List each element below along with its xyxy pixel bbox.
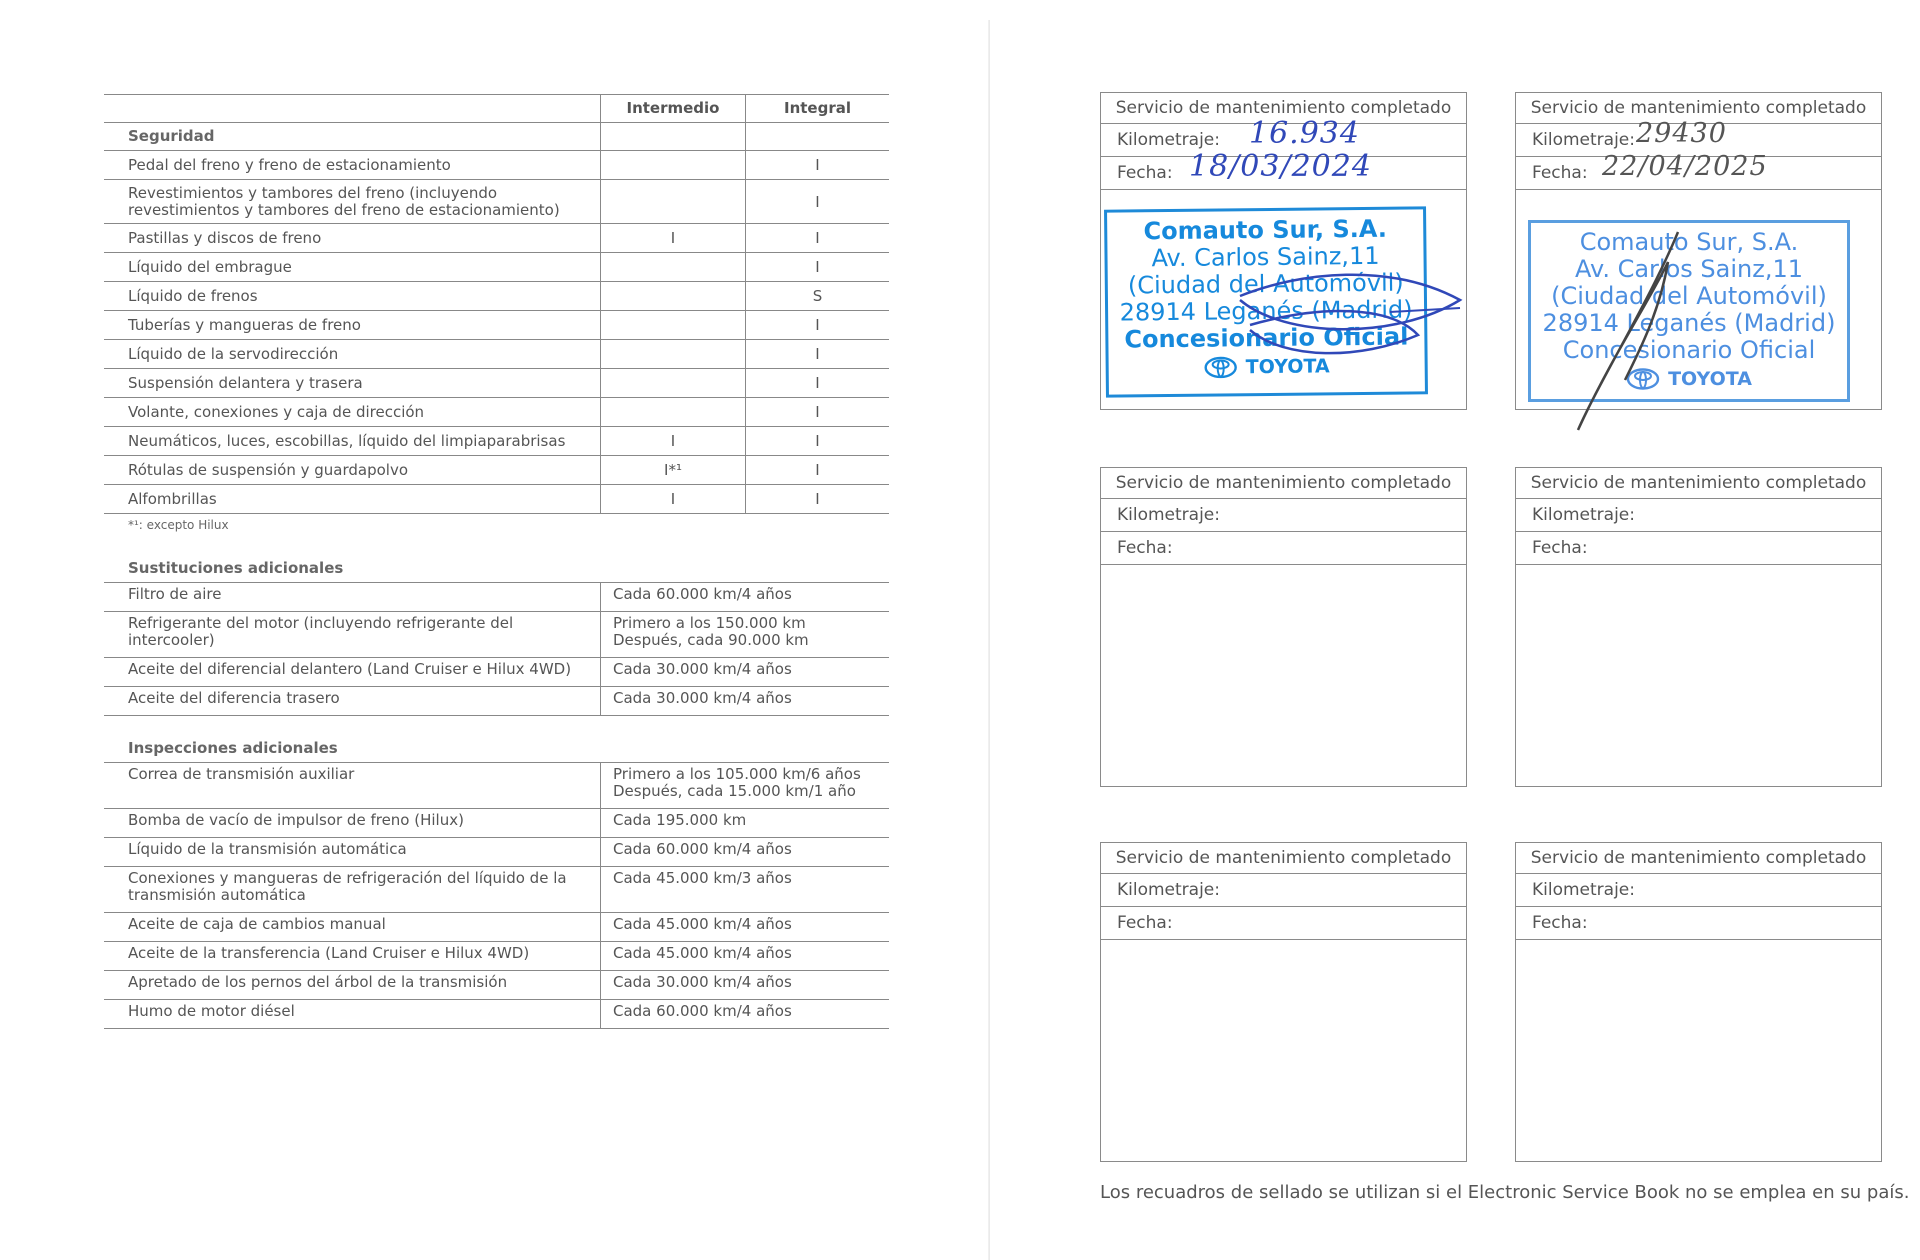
km-field	[1516, 499, 1881, 532]
table-row	[104, 398, 889, 427]
service-box-1	[1100, 92, 1467, 410]
service-box-title: Servicio de mantenimiento completado	[1101, 468, 1466, 499]
km-field	[1101, 499, 1466, 532]
table-row	[104, 971, 889, 1000]
table-row	[104, 658, 889, 687]
dealer-stamp	[1528, 220, 1850, 402]
date-field	[1516, 151, 1881, 190]
item-label-neumaticos-luces-escobillas-liquido-del-: Neumáticos, luces, escobillas, líquido del limpiaparabrisas	[128, 431, 566, 450]
intermediate-value	[600, 369, 745, 397]
table-row	[104, 1000, 889, 1029]
date-label: Fecha:	[1117, 538, 1173, 558]
column-header-full: Integral	[745, 95, 889, 122]
table-row	[104, 583, 889, 612]
date-label: Fecha:	[1117, 163, 1173, 183]
km-label: Kilometraje:	[1117, 505, 1220, 525]
item-label-tuberias-y-mangueras-de-freno: Tuberías y mangueras de freno	[128, 315, 361, 334]
intermediate-value	[600, 282, 745, 310]
km-label: Kilometraje:	[1117, 130, 1220, 150]
table-row	[104, 913, 889, 942]
intermediate-value: I	[600, 427, 745, 455]
table-row	[104, 687, 889, 716]
stamp-brand-text: TOYOTA	[1668, 368, 1752, 390]
service-box-2	[1515, 92, 1882, 410]
date-field	[1516, 532, 1881, 565]
footnote: *¹: excepto Hilux	[128, 518, 229, 532]
item-label-liquido-de-frenos: Líquido de frenos	[128, 286, 258, 305]
date-field	[1516, 907, 1881, 940]
intermediate-value	[600, 311, 745, 339]
service-box-3	[1100, 467, 1467, 787]
intermediate-value: I	[600, 485, 745, 513]
table-row	[104, 340, 889, 369]
interval-value: Cada 30.000 km/4 años	[600, 971, 889, 999]
full-value: I	[745, 311, 889, 339]
interval-value: Primero a los 105.000 km/6 años Después, cada 15.000 km/1 año	[600, 763, 889, 808]
table-row	[104, 809, 889, 838]
full-value: I	[745, 485, 889, 513]
interval-value: Cada 30.000 km/4 años	[600, 687, 889, 715]
table-row	[104, 282, 889, 311]
full-value: I	[745, 340, 889, 368]
toyota-logo-icon	[1204, 356, 1238, 378]
section-title-replacements: Sustituciones adicionales	[104, 554, 889, 583]
date-handwritten-value: 18/03/2024	[1189, 149, 1372, 184]
service-box-title: Servicio de mantenimiento completado	[1516, 93, 1881, 124]
stamp-line: Comauto Sur, S.A.	[1579, 228, 1799, 256]
date-label: Fecha:	[1532, 913, 1588, 933]
item-label-filtro-de-aire: Filtro de aire	[128, 585, 222, 603]
table-row	[104, 253, 889, 282]
date-field	[1101, 149, 1466, 190]
section-title-safety: Seguridad	[128, 127, 215, 145]
table-row	[104, 867, 889, 913]
stamp-line: (Ciudad del Automóvil)	[1127, 268, 1404, 300]
table-row	[104, 612, 889, 658]
maintenance-schedule-table	[104, 94, 889, 1029]
table-row	[104, 838, 889, 867]
service-box-title: Servicio de mantenimiento completado	[1101, 843, 1466, 874]
table-row	[104, 151, 889, 180]
stamp-brand-text: TOYOTA	[1245, 355, 1330, 379]
full-value: I	[745, 253, 889, 281]
item-label-aceite-del-diferencial-delantero-land-cr: Aceite del diferencial delantero (Land Cruiser e Hilux 4WD)	[128, 660, 572, 678]
date-label: Fecha:	[1532, 163, 1588, 183]
item-label-humo-de-motor-diesel: Humo de motor diésel	[128, 1002, 295, 1020]
service-box-6	[1515, 842, 1882, 1162]
item-label-aceite-de-la-transferencia-land-cruiser-: Aceite de la transferencia (Land Cruiser e Hilux 4WD)	[128, 944, 530, 962]
item-label-pedal-del-freno-y-freno-de-estacionamien: Pedal del freno y freno de estacionamiento	[128, 155, 451, 174]
interval-value: Cada 60.000 km/4 años	[600, 838, 889, 866]
intermediate-value	[600, 180, 745, 223]
item-label-refrigerante-del-motor-incluyendo-refrig: Refrigerante del motor (incluyendo refrigerante del intercooler)	[128, 614, 514, 649]
intermediate-value	[600, 340, 745, 368]
stamp-line: 28914 Leganés (Madrid)	[1119, 295, 1413, 327]
item-label-liquido-de-la-transmision-automatica: Líquido de la transmisión automática	[128, 840, 407, 858]
item-label-bomba-de-vacio-de-impulsor-de-freno-hilu: Bomba de vacío de impulsor de freno (Hilux)	[128, 811, 464, 829]
table-header-row	[104, 94, 889, 123]
intermediate-value: I	[600, 224, 745, 252]
date-label: Fecha:	[1532, 538, 1588, 558]
table-row	[104, 369, 889, 398]
interval-value: Primero a los 150.000 km Después, cada 90.000 km	[600, 612, 889, 657]
section-header-row	[104, 123, 889, 151]
table-row	[104, 180, 889, 224]
full-value: I	[745, 151, 889, 179]
service-box-title: Servicio de mantenimiento completado	[1101, 93, 1466, 124]
interval-value: Cada 45.000 km/3 años	[600, 867, 889, 912]
table-row	[104, 485, 889, 514]
stamp-brand	[1109, 354, 1425, 379]
section-title-inspections: Inspecciones adicionales	[104, 734, 889, 763]
km-handwritten-value: 16.934	[1249, 116, 1360, 151]
stamp-line: (Ciudad del Automóvil)	[1551, 282, 1827, 310]
service-box-5	[1100, 842, 1467, 1162]
item-label-aceite-de-caja-de-cambios-manual: Aceite de caja de cambios manual	[128, 915, 386, 933]
item-label-suspension-delantera-y-trasera: Suspensión delantera y trasera	[128, 373, 363, 392]
full-value: I	[745, 369, 889, 397]
column-header-intermediate: Intermedio	[600, 95, 745, 122]
toyota-logo-icon	[1626, 368, 1660, 390]
stamp-line: Concesionario Oficial	[1124, 322, 1409, 354]
km-handwritten-value: 29430	[1636, 118, 1727, 149]
table-row	[104, 311, 889, 340]
intermediate-value: I*¹	[600, 456, 745, 484]
item-label-correa-de-transmision-auxiliar: Correa de transmisión auxiliar	[128, 765, 355, 783]
intermediate-value	[600, 398, 745, 426]
service-box-4	[1515, 467, 1882, 787]
item-label-conexiones-y-mangueras-de-refrigeracion-: Conexiones y mangueras de refrigeración del líquido de la transmisión automática	[128, 869, 567, 904]
stamp-brand	[1531, 368, 1847, 390]
interval-value: Cada 60.000 km/4 años	[600, 1000, 889, 1028]
date-handwritten-value: 22/04/2025	[1602, 151, 1768, 182]
item-label-pastillas-y-discos-de-freno: Pastillas y discos de freno	[128, 228, 322, 247]
inspections-section	[104, 734, 889, 1029]
interval-value: Cada 195.000 km	[600, 809, 889, 837]
full-value: I	[745, 398, 889, 426]
item-label-liquido-del-embrague: Líquido del embrague	[128, 257, 292, 276]
stamp-line: Comauto Sur, S.A.	[1143, 214, 1388, 246]
item-label-liquido-de-la-servodireccion: Líquido de la servodirección	[128, 344, 339, 363]
full-value: S	[745, 282, 889, 310]
full-value: I	[745, 456, 889, 484]
safety-section	[104, 123, 889, 536]
table-row	[104, 456, 889, 485]
footer-note: Los recuadros de sellado se utilizan si el Electronic Service Book no se emplea en su país.	[1100, 1182, 1910, 1203]
km-field	[1516, 874, 1881, 907]
full-value: I	[745, 224, 889, 252]
item-label-rotulas-de-suspension-y-guardapolvo: Rótulas de suspensión y guardapolvo	[128, 460, 409, 479]
stamp-line: Av. Carlos Sainz,11	[1574, 255, 1803, 283]
item-label-volante-conexiones-y-caja-de-direccion: Volante, conexiones y caja de dirección	[128, 402, 425, 421]
km-label: Kilometraje:	[1532, 880, 1635, 900]
interval-value: Cada 45.000 km/4 años	[600, 913, 889, 941]
item-label-revestimientos-y-tambores-del-freno-incl: Revestimientos y tambores del freno (incluyendo revestimientos y tambores del freno de estacionamiento)	[128, 183, 560, 219]
date-field	[1101, 907, 1466, 940]
dealer-stamp	[1104, 206, 1428, 397]
item-label-apretado-de-los-pernos-del-arbol-de-la-t: Apretado de los pernos del árbol de la transmisión	[128, 973, 508, 991]
stamp-line: Av. Carlos Sainz,11	[1151, 241, 1380, 273]
intermediate-value	[600, 253, 745, 281]
interval-value: Cada 30.000 km/4 años	[600, 658, 889, 686]
service-box-title: Servicio de mantenimiento completado	[1516, 468, 1881, 499]
km-label: Kilometraje:	[1117, 880, 1220, 900]
km-field	[1101, 874, 1466, 907]
date-label: Fecha:	[1117, 913, 1173, 933]
full-value: I	[745, 427, 889, 455]
replacements-section	[104, 554, 889, 716]
table-row	[104, 942, 889, 971]
km-label: Kilometraje:	[1532, 130, 1635, 150]
interval-value: Cada 45.000 km/4 años	[600, 942, 889, 970]
stamp-line: 28914 Leganés (Madrid)	[1542, 309, 1836, 337]
km-label: Kilometraje:	[1532, 505, 1635, 525]
full-value: I	[745, 180, 889, 223]
table-row	[104, 427, 889, 456]
intermediate-value	[600, 151, 745, 179]
date-field	[1101, 532, 1466, 565]
table-row	[104, 763, 889, 809]
stamp-line: Concesionario Oficial	[1562, 336, 1816, 364]
service-box-title: Servicio de mantenimiento completado	[1516, 843, 1881, 874]
interval-value: Cada 60.000 km/4 años	[600, 583, 889, 611]
item-label-alfombrillas: Alfombrillas	[128, 489, 217, 508]
item-label-aceite-del-diferencia-trasero: Aceite del diferencia trasero	[128, 689, 340, 707]
table-row	[104, 224, 889, 253]
